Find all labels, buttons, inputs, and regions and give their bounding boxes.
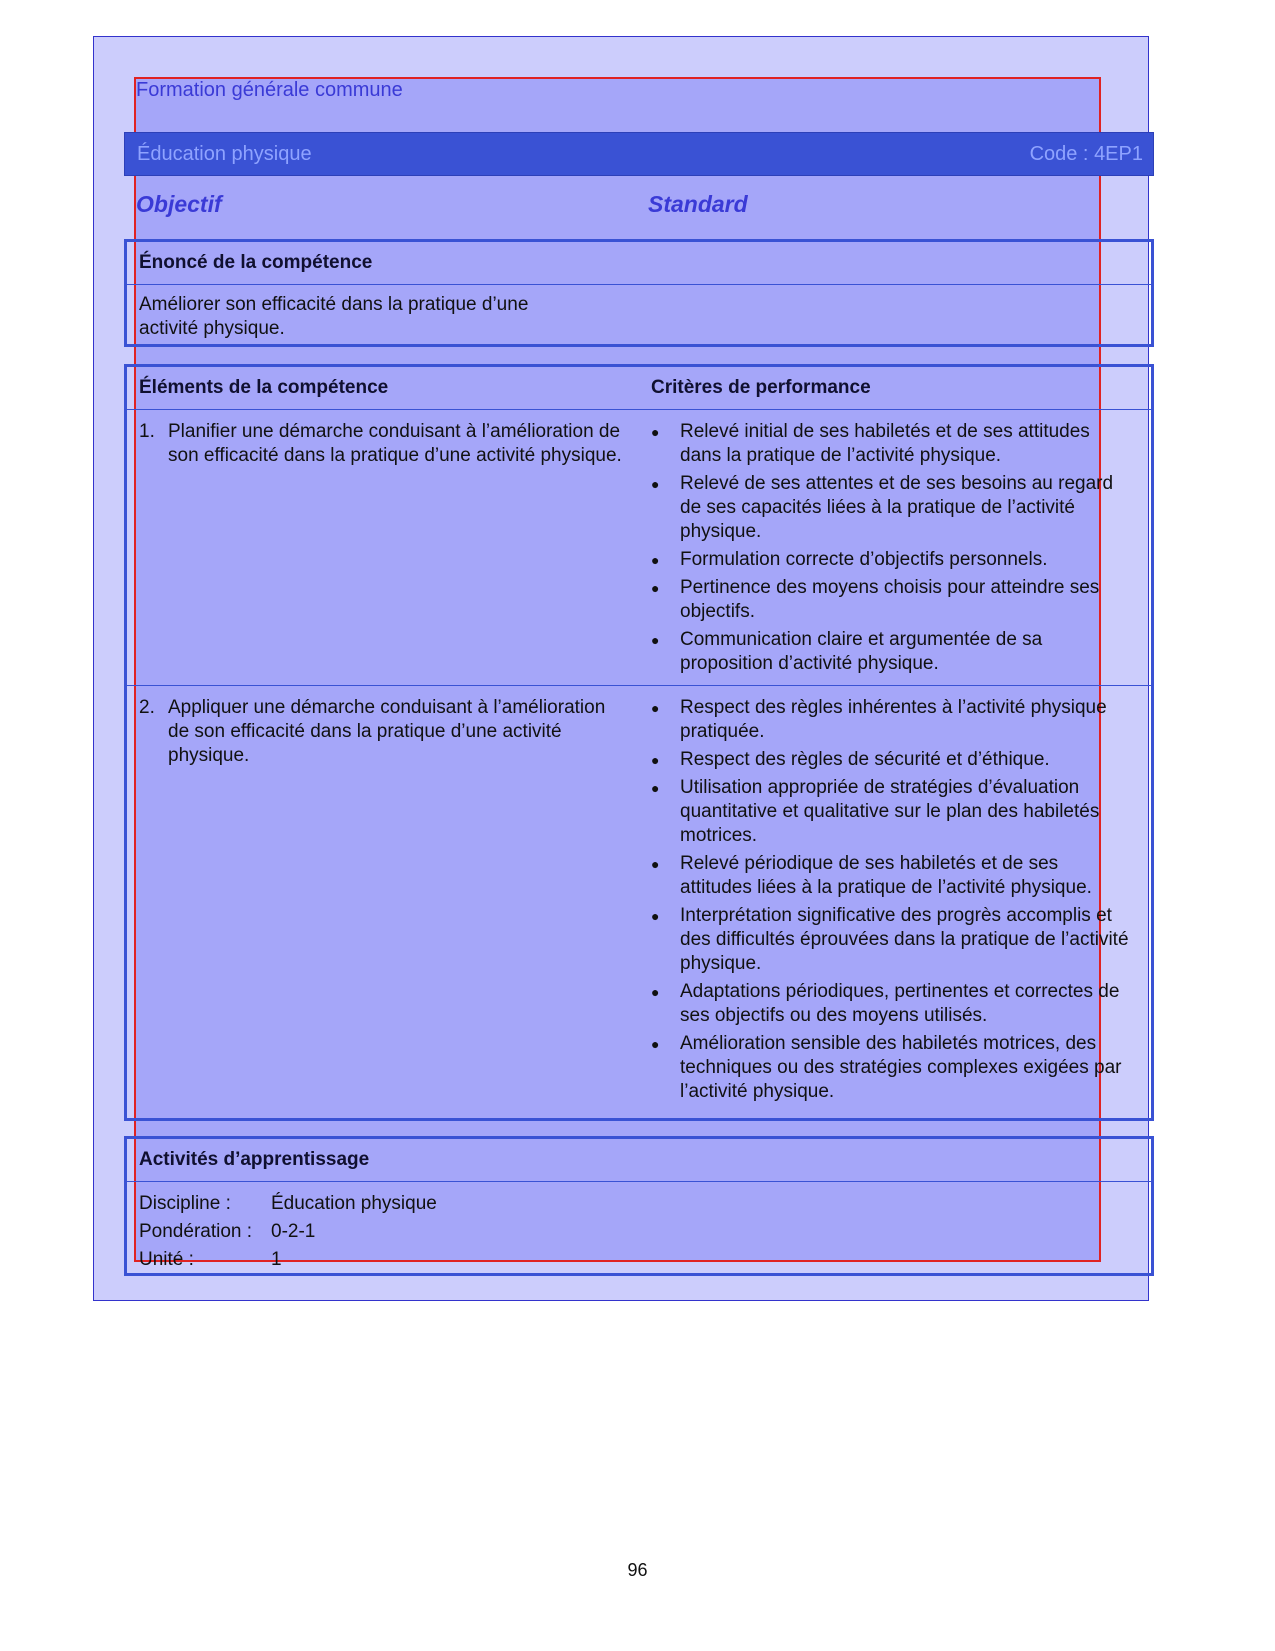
unite-value: 1 <box>271 1249 282 1270</box>
course-code-label: Code : <box>1029 142 1089 165</box>
element-text: Appliquer une démarche conduisant à l’amélioration de son efficacité dans la pratique d’une activité physique. <box>168 697 606 766</box>
page-number: 96 <box>627 1560 648 1580</box>
bullet-icon: ● <box>651 780 660 796</box>
criteria-list <box>651 420 1135 679</box>
elements-heading: Éléments de la compétence <box>139 377 389 398</box>
elements-header <box>127 367 1151 410</box>
course-discipline: Éducation physique <box>137 142 312 165</box>
bullet-icon: ● <box>651 476 660 492</box>
bullet-icon: ● <box>651 632 660 648</box>
course-header-bar <box>124 132 1154 176</box>
bullet-icon: ● <box>651 1036 660 1052</box>
bullet-icon: ● <box>651 752 660 768</box>
discipline-label: Discipline : <box>139 1193 231 1214</box>
standard-heading: Standard <box>648 191 748 217</box>
activites-box <box>124 1136 1154 1276</box>
element-number: 2. <box>139 697 155 718</box>
criterion-item: ● Relevé périodique de ses habiletés et de ses attitudes liées à la pratique de l’activité physique. <box>651 853 1092 898</box>
element-number: 1. <box>139 421 155 442</box>
elements-box <box>124 364 1154 1121</box>
course-code <box>1030 143 1143 166</box>
criterion-item: ● Relevé initial de ses habiletés et de ses attitudes dans la pratique de l’activité physique. <box>651 421 1090 466</box>
course-code-value: 4EP1 <box>1094 142 1143 165</box>
element-row <box>127 686 1151 1114</box>
criterion-item: ● Respect des règles de sécurité et d’éthique. <box>651 749 1050 770</box>
activites-heading: Activités d’apprentissage <box>127 1139 1151 1182</box>
bullet-icon: ● <box>651 984 660 1000</box>
enonce-box <box>124 239 1154 347</box>
element-text: Planifier une démarche conduisant à l’amélioration de son efficacité dans la pratique d’une activité physique. <box>168 421 622 466</box>
criterion-item: ● Pertinence des moyens choisis pour atteindre ses objectifs. <box>651 577 1100 622</box>
document-title: Formation générale commune <box>136 79 403 101</box>
unite-label: Unité : <box>139 1249 194 1270</box>
objectif-heading: Objectif <box>136 191 222 217</box>
criterion-item: ● Interprétation significative des progrès accomplis et des difficultés éprouvées dans la pratique de l’activité physique. <box>651 905 1129 974</box>
criterion-item: ● Communication claire et argumentée de sa proposition d’activité physique. <box>651 629 1043 674</box>
ponderation-value: 0-2-1 <box>271 1221 316 1242</box>
criterion-item: ● Utilisation appropriée de stratégies d’évaluation quantitative et qualitative sur le plan des habiletés motrices. <box>651 777 1100 846</box>
criterion-item: ● Amélioration sensible des habiletés motrices, des techniques ou des stratégies complexes exigées par l’activité physique. <box>651 1033 1122 1102</box>
criteria-list <box>651 696 1135 1108</box>
criteria-heading: Critères de performance <box>651 377 871 398</box>
discipline-row <box>139 1190 1139 1218</box>
criterion-item: ● Relevé de ses attentes et de ses besoins au regard de ses capacités liées à la pratique de l’activité physique. <box>651 473 1114 542</box>
enonce-text: Améliorer son efficacité dans la pratique d’une activité physique. <box>139 294 529 339</box>
document-content <box>134 77 1143 1270</box>
ponderation-label: Pondération : <box>139 1221 253 1242</box>
bullet-icon: ● <box>651 424 660 440</box>
criterion-item: ● Formulation correcte d’objectifs personnels. <box>651 549 1048 570</box>
unite-row <box>139 1246 1139 1274</box>
criterion-item: ● Respect des règles inhérentes à l’activité physique pratiquée. <box>651 697 1107 742</box>
discipline-value: Éducation physique <box>271 1193 437 1214</box>
criterion-item: ● Adaptations périodiques, pertinentes et correctes de ses objectifs ou des moyens utilisés. <box>651 981 1120 1026</box>
bullet-icon: ● <box>651 908 660 924</box>
bullet-icon: ● <box>651 700 660 716</box>
enonce-heading: Énoncé de la compétence <box>127 242 1151 285</box>
element-row <box>127 410 1151 686</box>
bullet-icon: ● <box>651 552 660 568</box>
bullet-icon: ● <box>651 580 660 596</box>
bullet-icon: ● <box>651 856 660 872</box>
page-frame <box>93 36 1149 1301</box>
ponderation-row <box>139 1218 1139 1246</box>
